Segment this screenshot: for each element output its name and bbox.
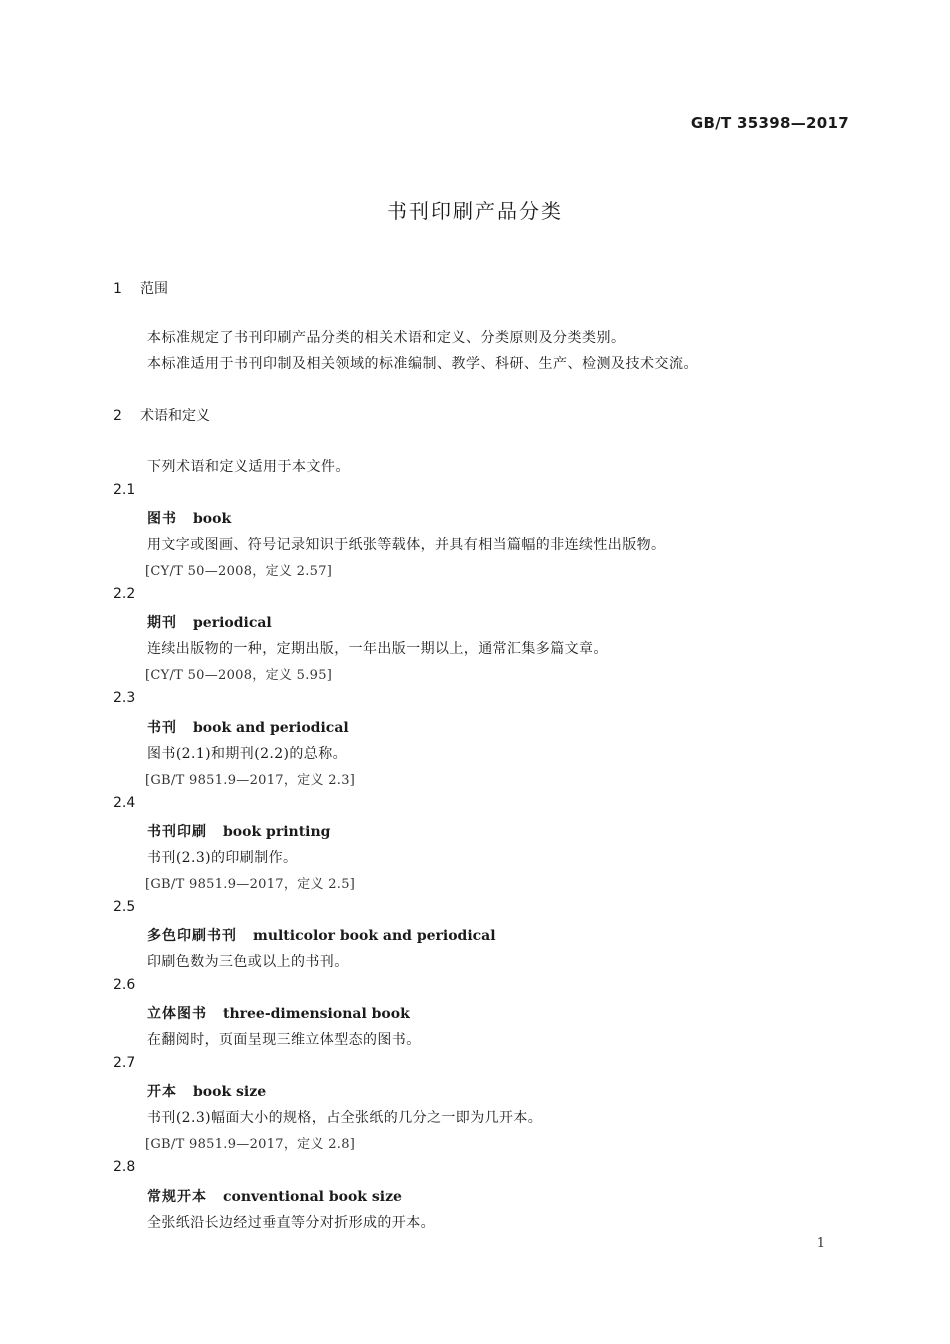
page-number: 1 [816,1236,825,1251]
term-definition: 在翻阅时，页面呈现三维立体型态的图书。 [147,1032,421,1048]
term-line [147,1003,410,1023]
term-en: conventional book size [223,1189,402,1205]
term-zh: 立体图书 [147,1006,207,1022]
term-zh: 书刊印刷 [147,824,207,840]
term-definition: 印刷色数为三色或以上的书刊。 [147,954,349,970]
term-zh: 多色印刷书刊 [147,928,237,944]
definition-text: (2.2)的总称。 [254,746,348,762]
standard-code: GB/T 35398—2017 [690,114,849,132]
term-definition: 用文字或图画、符号记录知识于纸张等载体，并具有相当篇幅的非连续性出版物。 [147,537,666,553]
entry-number: 2.1 [113,482,136,498]
term-line [147,925,496,945]
term-zh: 图书 [147,511,177,527]
term-reference: 图书 [147,746,176,762]
term-zh: 常规开本 [147,1189,207,1205]
entry-number: 2.7 [113,1055,136,1071]
definition-text: (2.3)幅面大小的规格，占全张纸的几分之一即为几开本。 [175,1110,543,1126]
term-line [147,508,231,528]
entry-number: 2.8 [113,1159,136,1175]
term-definition [147,1107,542,1127]
term-line [147,717,349,737]
term-definition [147,847,297,867]
scope-paragraph-2: 本标准适用于书刊印制及相关领域的标准编制、教学、科研、生产、检测及技术交流。 [147,356,698,372]
term-zh: 开本 [147,1084,177,1100]
term-en: book size [193,1084,267,1100]
entry-number: 2.2 [113,586,136,602]
document-title: 书刊印刷产品分类 [387,199,563,223]
section-2-heading [113,405,210,425]
section-title: 术语和定义 [140,408,210,424]
term-line [147,1186,402,1206]
term-zh: 书刊 [147,720,177,736]
term-line [147,1081,266,1101]
term-en: multicolor book and periodical [253,928,496,944]
term-definition: 连续出版物的一种，定期出版，一年出版一期以上，通常汇集多篇文章。 [147,641,608,657]
scope-paragraph-1: 本标准规定了书刊印刷产品分类的相关术语和定义、分类原则及分类类别。 [147,330,626,346]
section-title: 范围 [140,281,168,297]
term-en: book [193,511,232,527]
term-en: periodical [193,615,272,631]
entry-number: 2.5 [113,899,136,915]
term-en: book and periodical [193,720,349,736]
term-en: book printing [223,824,331,840]
term-source: [GB/T 9851.9—2017，定义 2.8] [145,1137,356,1152]
entry-number: 2.3 [113,690,136,706]
term-definition [147,743,347,763]
definition-text: (2.1)和 [175,746,226,762]
term-reference: 期刊 [225,746,255,762]
term-line [147,612,272,632]
terms-intro: 下列术语和定义适用于本文件。 [147,459,350,475]
term-reference: 书刊 [147,850,176,866]
term-line [147,821,330,841]
definition-text: (2.3)的印刷制作。 [175,850,298,866]
term-en: three-dimensional book [223,1006,410,1022]
term-source: [CY/T 50—2008，定义 5.95] [145,668,333,683]
term-definition: 全张纸沿长边经过垂直等分对折形成的开本。 [147,1215,435,1231]
term-zh: 期刊 [147,615,177,631]
term-source: [CY/T 50—2008，定义 2.57] [145,564,333,579]
term-source: [GB/T 9851.9—2017，定义 2.3] [145,773,356,788]
section-number: 1 [113,281,122,297]
section-number: 2 [113,408,122,424]
entry-number: 2.4 [113,795,136,811]
entry-number: 2.6 [113,977,136,993]
term-reference: 书刊 [147,1110,176,1126]
term-source: [GB/T 9851.9—2017，定义 2.5] [145,877,356,892]
section-1-heading [113,278,168,298]
